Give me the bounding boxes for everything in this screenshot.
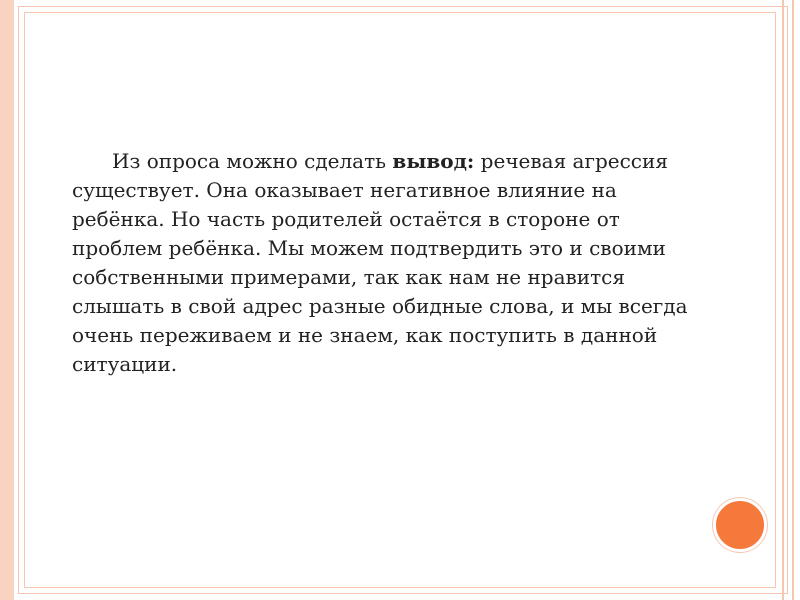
orange-circle-decoration (713, 498, 767, 552)
left-decorative-bar (0, 0, 14, 600)
text-after: речевая агрессия существует. Она оказывает негативное влияние на ребёнка. Но часть родителей остаётся в стороне от проблем ребёнка. Мы можем подтвердить это и своими собственными примерами, так как нам не нравится слышать в свой адрес разные обидные слова, и мы всегда очень переживаем и не знаем, как поступить в данной ситуации. (72, 149, 688, 376)
right-decorative-line (782, 0, 784, 600)
body-paragraph (72, 147, 697, 379)
text-before: Из опроса можно сделать (112, 149, 393, 173)
right-decorative-line (792, 0, 794, 600)
conclusion-word: вывод: (392, 149, 475, 173)
